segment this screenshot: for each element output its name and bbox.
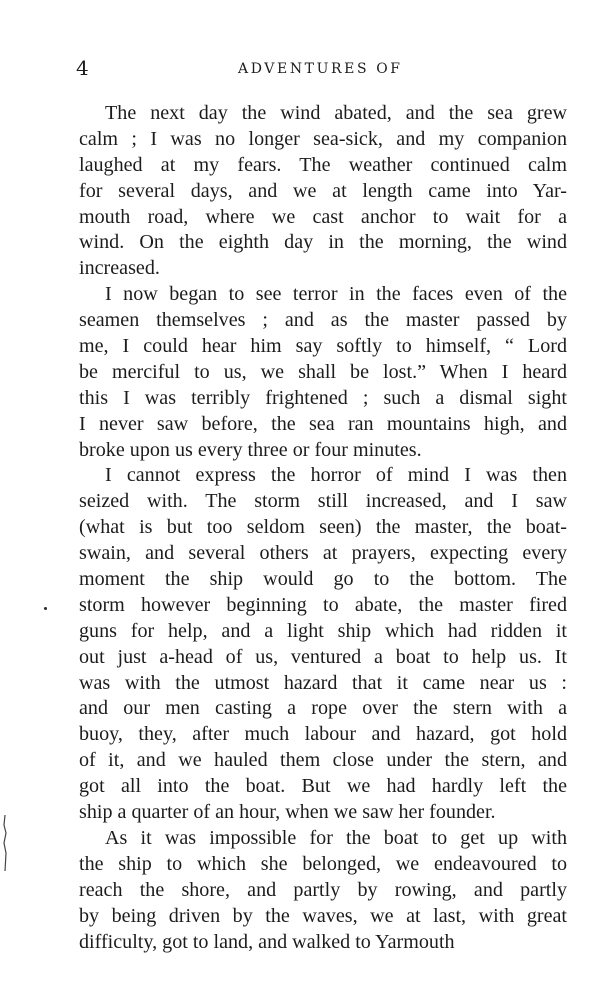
text-line: swain, and several others at prayers, expecting every <box>79 542 567 565</box>
text-line: out just a-head of us, ventured a boat to help us. It <box>79 645 567 668</box>
text-line: this I was terribly frightened ; such a dismal sight <box>79 386 567 409</box>
text-line: As it was impossible for the boat to get up with <box>105 826 567 849</box>
text-line: was with the utmost hazard that it came near us : <box>79 671 567 694</box>
text-line: difficulty, got to land, and walked to Yarmouth <box>79 930 455 953</box>
text-line: calm ; I was no longer sea-sick, and my companion <box>79 127 567 150</box>
text-line: The next day the wind abated, and the sea grew <box>105 102 567 124</box>
running-head <box>70 54 540 84</box>
text-line: I never saw before, the sea ran mountains high, and <box>79 412 567 435</box>
text-line: ship a quarter of an hour, when we saw her founder. <box>79 801 496 824</box>
text-line: me, I could hear him say softly to himself, “ Lord <box>79 335 567 358</box>
edge-scratch <box>2 815 8 871</box>
paragraph <box>79 101 567 282</box>
text-line: seized with. The storm still increased, and I saw <box>79 490 567 513</box>
text-line: and our men casting a rope over the stern with a <box>79 697 567 720</box>
margin-dot <box>44 607 47 610</box>
paragraph <box>79 282 567 463</box>
text-line: increased. <box>79 257 160 280</box>
text-line: (what is but too seldom seen) the master, the boat- <box>79 516 567 539</box>
text-line: I now began to see terror in the faces even of the <box>105 283 567 306</box>
running-title: ADVENTURES OF <box>238 61 403 77</box>
text-line: laughed at my fears. The weather continued calm <box>79 153 567 176</box>
text-line: be merciful to us, we shall be lost.” When I heard <box>79 360 567 383</box>
text-line: mouth road, where we cast anchor to wait for a <box>79 205 567 228</box>
text-line: by being driven by the waves, we at last, with great <box>79 904 567 927</box>
text-line: storm however beginning to abate, the master fired <box>79 593 567 616</box>
paragraph <box>79 826 567 955</box>
paragraph <box>79 463 567 825</box>
text-line: moment the ship would go to the bottom. The <box>79 568 567 591</box>
body-text <box>79 101 567 955</box>
text-line: got all into the boat. But we had hardly left the <box>79 775 567 798</box>
text-line: reach the shore, and partly by rowing, and partly <box>79 878 567 901</box>
text-line: seamen themselves ; and as the master passed by <box>79 309 567 332</box>
text-line: I cannot express the horror of mind I was then <box>105 464 567 487</box>
page-number: 4 <box>76 56 89 80</box>
text-line: the ship to which she belonged, we endeavoured to <box>79 852 567 875</box>
text-line: wind. On the eighth day in the morning, the wind <box>79 231 567 254</box>
text-line: of it, and we hauled them close under the stern, and <box>79 749 567 772</box>
text-line: buoy, they, after much labour and hazard, got hold <box>79 723 567 746</box>
text-line: for several days, and we at length came into Yar- <box>79 179 567 202</box>
text-line: broke upon us every three or four minutes. <box>79 438 422 461</box>
text-line: guns for help, and a light ship which had ridden it <box>79 619 567 642</box>
